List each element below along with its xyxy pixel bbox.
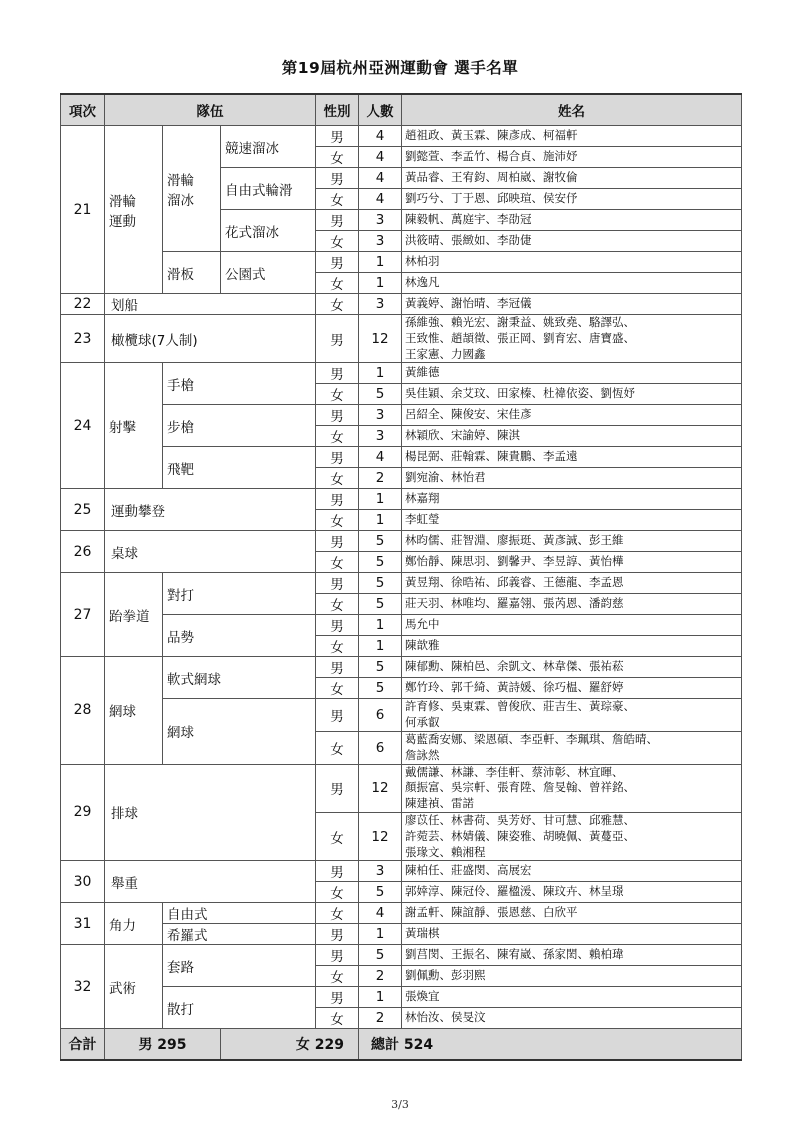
totals-label: 合計 [61,1029,105,1061]
item-number: 30 [61,861,105,903]
gender-cell: 男 [316,945,359,966]
count-cell: 2 [359,966,402,987]
gender-cell: 女 [316,231,359,252]
sport-name: 舉重 [105,861,316,903]
names-line: 葛藍喬安娜、梁恩碩、李亞軒、李珮琪、詹皓晴、 [405,731,659,746]
names-line: 林嘉翔 [405,491,440,506]
names-cell [402,903,742,924]
header-names: 姓名 [402,94,742,126]
names-line: 吳佳穎、余艾玟、田家榛、杜禕依姿、劉恆妤 [405,386,636,401]
count-cell: 4 [359,168,402,189]
names-line: 呂紹全、陳俊安、宋佳彥 [405,407,532,422]
names-line: 謝孟軒、陳誼靜、張恩慈、白欣平 [405,905,578,920]
count-cell: 1 [359,252,402,273]
count-cell: 3 [359,861,402,882]
names-cell [402,966,742,987]
table-row [61,531,742,552]
table-row [61,764,742,812]
gender-cell: 男 [316,924,359,945]
names-cell [402,573,742,594]
gender-cell: 男 [316,615,359,636]
names-cell [402,315,742,363]
gender-cell: 女 [316,812,359,860]
table-row [61,252,742,273]
event-name: 自由式 [163,903,316,924]
names-cell [402,510,742,531]
count-cell: 1 [359,273,402,294]
gender-cell: 男 [316,764,359,812]
names-line: 黃昱翔、徐晧祐、邱義睿、王德龍、李孟恩 [405,575,624,590]
names-line: 陳郁勳、陳柏邑、余凱文、林韋傑、張祐菘 [405,659,624,674]
gender-cell: 女 [316,552,359,573]
gender-cell: 男 [316,363,359,384]
event-name: 套路 [163,945,316,987]
count-cell: 12 [359,764,402,812]
event-name: 手槍 [163,363,316,405]
count-cell: 4 [359,447,402,468]
item-number: 27 [61,573,105,657]
names-line: 陳柏任、莊盛閔、高展宏 [405,863,532,878]
count-cell: 4 [359,189,402,210]
count-cell: 5 [359,531,402,552]
names-cell [402,405,742,426]
count-cell: 1 [359,987,402,1008]
gender-cell: 女 [316,384,359,405]
count-cell: 5 [359,573,402,594]
item-number: 25 [61,489,105,531]
gender-cell: 男 [316,210,359,231]
names-line: 陳建禎、雷諾 [405,796,475,811]
names-cell [402,1008,742,1029]
names-line: 王致惟、趙頡徵、張正岡、劉育宏、唐寶盛、 [405,330,636,345]
item-number: 22 [61,294,105,315]
names-line: 楊昆弼、莊翰霖、陳貴鵬、李孟遠 [405,449,578,464]
event-name: 飛靶 [163,447,316,489]
event-name: 軟式網球 [163,657,316,699]
gender-cell: 女 [316,147,359,168]
gender-cell: 女 [316,1008,359,1029]
count-cell: 4 [359,903,402,924]
header-count: 人數 [359,94,402,126]
gender-cell: 男 [316,489,359,510]
gender-cell: 女 [316,510,359,531]
names-cell [402,210,742,231]
names-cell [402,189,742,210]
names-line: 李虹瑩 [405,512,440,527]
names-cell [402,468,742,489]
item-number: 24 [61,363,105,489]
item-number: 31 [61,903,105,945]
gender-cell: 男 [316,861,359,882]
sport-name: 桌球 [105,531,316,573]
page-title: 第19屆杭州亞洲運動會 選手名單 [281,59,519,77]
gender-cell: 男 [316,447,359,468]
names-line: 詹詠然 [405,747,440,762]
names-cell [402,531,742,552]
table-row [61,363,742,384]
names-line: 劉莒閔、王振名、陳宥崴、孫家閎、賴柏瑋 [405,947,624,962]
totals-female: 女 229 [221,1029,359,1061]
names-cell [402,489,742,510]
page-number: 3/3 [391,1098,409,1111]
header-team: 隊伍 [105,94,316,126]
names-line: 鄭怡靜、陳思羽、劉馨尹、李昱諄、黃怡樺 [405,554,624,569]
names-line: 林逸凡 [405,275,440,290]
names-line: 林昀儒、莊智淵、廖振珽、黃彥誠、彭王維 [405,533,624,548]
event-name: 公園式 [221,252,316,294]
names-line: 劉懿萱、李孟竹、楊合貞、施沛妤 [405,149,578,164]
table-row [61,294,742,315]
header-gender: 性別 [316,94,359,126]
names-cell [402,812,742,860]
gender-cell: 女 [316,426,359,447]
count-cell: 1 [359,510,402,531]
names-line: 林穎欣、宋諭婷、陳淇 [405,428,521,443]
names-line: 洪筱晴、張緻如、李劭倢 [405,233,532,248]
names-cell [402,594,742,615]
names-cell [402,426,742,447]
names-cell [402,699,742,732]
names-line: 王家憲、力國鑫 [405,346,486,361]
count-cell: 3 [359,210,402,231]
gender-cell: 女 [316,903,359,924]
count-cell: 6 [359,699,402,732]
gender-cell: 女 [316,468,359,489]
names-line: 許菀芸、林婧儀、陳姿雅、胡曉佩、黃蔓亞、 [405,828,636,843]
count-cell: 4 [359,147,402,168]
names-cell [402,861,742,882]
gender-cell: 男 [316,699,359,732]
sport-name: 橄欖球(7人制) [105,315,316,363]
names-line: 黃維德 [405,365,440,380]
count-cell: 5 [359,594,402,615]
gender-cell: 男 [316,531,359,552]
gender-cell: 女 [316,731,359,764]
names-line: 趙祖政、黃玉霖、陳彥成、柯福軒 [405,128,578,143]
names-line: 許育修、吳東霖、曾俊欣、莊吉生、黃琮豪、 [405,699,636,714]
table-row [61,903,742,924]
event-name: 網球 [163,699,316,764]
table-row [61,573,742,594]
names-line: 黃瑞棋 [405,926,440,941]
item-number: 32 [61,945,105,1029]
event-name: 步槍 [163,405,316,447]
names-cell [402,882,742,903]
item-number: 21 [61,126,105,294]
event-name: 自由式輪滑 [221,168,316,210]
gender-cell: 女 [316,594,359,615]
sport-name: 武術 [105,945,163,1029]
names-cell [402,147,742,168]
event-name: 希羅式 [163,924,316,945]
gender-cell: 男 [316,315,359,363]
names-line: 郭婞淳、陳冠伶、羅楹湲、陳玟卉、林呈璟 [405,884,624,899]
names-cell [402,764,742,812]
count-cell: 12 [359,812,402,860]
count-cell: 6 [359,731,402,764]
table-row [61,924,742,945]
table-row [61,987,742,1008]
names-line: 張瑑文、賴湘程 [405,844,486,859]
sport-name: 划船 [105,294,316,315]
names-line: 孫維強、賴光宏、謝秉益、姚致堯、駱譯弘、 [405,315,636,329]
table-row [61,447,742,468]
names-cell [402,615,742,636]
gender-cell: 男 [316,657,359,678]
totals-all: 總計 524 [359,1029,742,1061]
names-cell [402,552,742,573]
item-number: 28 [61,657,105,764]
sport-name: 滑輪 運動 [105,126,163,294]
table-row [61,405,742,426]
totals-male: 男 295 [105,1029,221,1061]
table-row [61,657,742,678]
gender-cell: 男 [316,168,359,189]
event-name: 競速溜冰 [221,126,316,168]
sport-name: 排球 [105,764,316,861]
gender-cell: 男 [316,573,359,594]
names-line: 劉宛渝、林怡君 [405,470,486,485]
count-cell: 1 [359,489,402,510]
count-cell: 3 [359,426,402,447]
names-cell [402,168,742,189]
names-line: 陳歆雅 [405,638,440,653]
names-cell [402,252,742,273]
count-cell: 5 [359,882,402,903]
names-cell [402,987,742,1008]
gender-cell: 女 [316,678,359,699]
sport-name: 運動攀登 [105,489,316,531]
names-line: 馬允中 [405,617,440,632]
count-cell: 3 [359,294,402,315]
names-cell [402,294,742,315]
table-row [61,126,742,147]
names-cell [402,231,742,252]
names-line: 戴儒謙、林謙、李佳軒、蔡沛彰、林宜暉、 [405,764,624,779]
table-row [61,861,742,882]
names-cell [402,924,742,945]
names-cell [402,678,742,699]
table-row [61,489,742,510]
sport-name: 角力 [105,903,163,945]
names-line: 陳毅帆、萬庭宇、李劭冠 [405,212,532,227]
gender-cell: 女 [316,636,359,657]
count-cell: 1 [359,615,402,636]
names-cell [402,273,742,294]
table-row [61,315,742,363]
gender-cell: 男 [316,126,359,147]
table-row [61,699,742,732]
names-cell [402,126,742,147]
count-cell: 2 [359,468,402,489]
names-cell [402,363,742,384]
header-row [61,94,742,126]
gender-cell: 女 [316,882,359,903]
header-item: 項次 [61,94,105,126]
event-name: 品勢 [163,615,316,657]
count-cell: 3 [359,231,402,252]
count-cell: 12 [359,315,402,363]
count-cell: 5 [359,657,402,678]
count-cell: 5 [359,945,402,966]
count-cell: 5 [359,384,402,405]
gender-cell: 男 [316,405,359,426]
sport-name: 射擊 [105,363,163,489]
gender-cell: 男 [316,252,359,273]
names-cell [402,657,742,678]
count-cell: 4 [359,126,402,147]
names-line: 黃品睿、王宥鈞、周柏崴、謝牧倫 [405,170,578,185]
gender-cell: 女 [316,966,359,987]
totals-row [61,1029,742,1061]
event-name: 花式溜冰 [221,210,316,252]
names-line: 黃義婷、謝怡晴、李冠儀 [405,296,532,311]
names-cell [402,731,742,764]
gender-cell: 男 [316,987,359,1008]
count-cell: 1 [359,924,402,945]
names-line: 何承叡 [405,715,440,730]
sport-name: 跆拳道 [105,573,163,657]
count-cell: 1 [359,636,402,657]
gender-cell: 女 [316,294,359,315]
names-cell [402,945,742,966]
sport-name: 網球 [105,657,163,764]
names-line: 林怡汝、侯旻汶 [405,1010,486,1025]
table-row [61,615,742,636]
count-cell: 5 [359,552,402,573]
table-row [61,945,742,966]
names-line: 張煥宜 [405,989,440,1004]
item-number: 23 [61,315,105,363]
names-line: 劉佩勳、彭羽熙 [405,968,486,983]
item-number: 26 [61,531,105,573]
names-line: 廖苡任、林書荷、吳芳妤、甘可慧、邱雅慧、 [405,812,636,827]
names-line: 劉巧兮、丁于恩、邱映瑄、侯安伃 [405,191,578,206]
roster-table [60,93,742,1061]
count-cell: 5 [359,678,402,699]
gender-cell: 女 [316,189,359,210]
gender-cell: 女 [316,273,359,294]
item-number: 29 [61,764,105,861]
count-cell: 1 [359,363,402,384]
event-name: 散打 [163,987,316,1029]
names-line: 顏振富、吳宗軒、張育陞、詹旻翰、曾祥銘、 [405,780,636,795]
sub-team: 滑輪 溜冰 [163,126,221,252]
names-line: 莊天羽、林唯均、羅嘉翎、張芮恩、潘韵慈 [405,596,624,611]
sub-team: 滑板 [163,252,221,294]
count-cell: 3 [359,405,402,426]
count-cell: 2 [359,1008,402,1029]
names-line: 鄭竹玲、郭千綺、黃詩媛、徐巧榅、羅舒婷 [405,680,624,695]
event-name: 對打 [163,573,316,615]
names-line: 林柏羽 [405,254,440,269]
names-cell [402,447,742,468]
names-cell [402,384,742,405]
names-cell [402,636,742,657]
